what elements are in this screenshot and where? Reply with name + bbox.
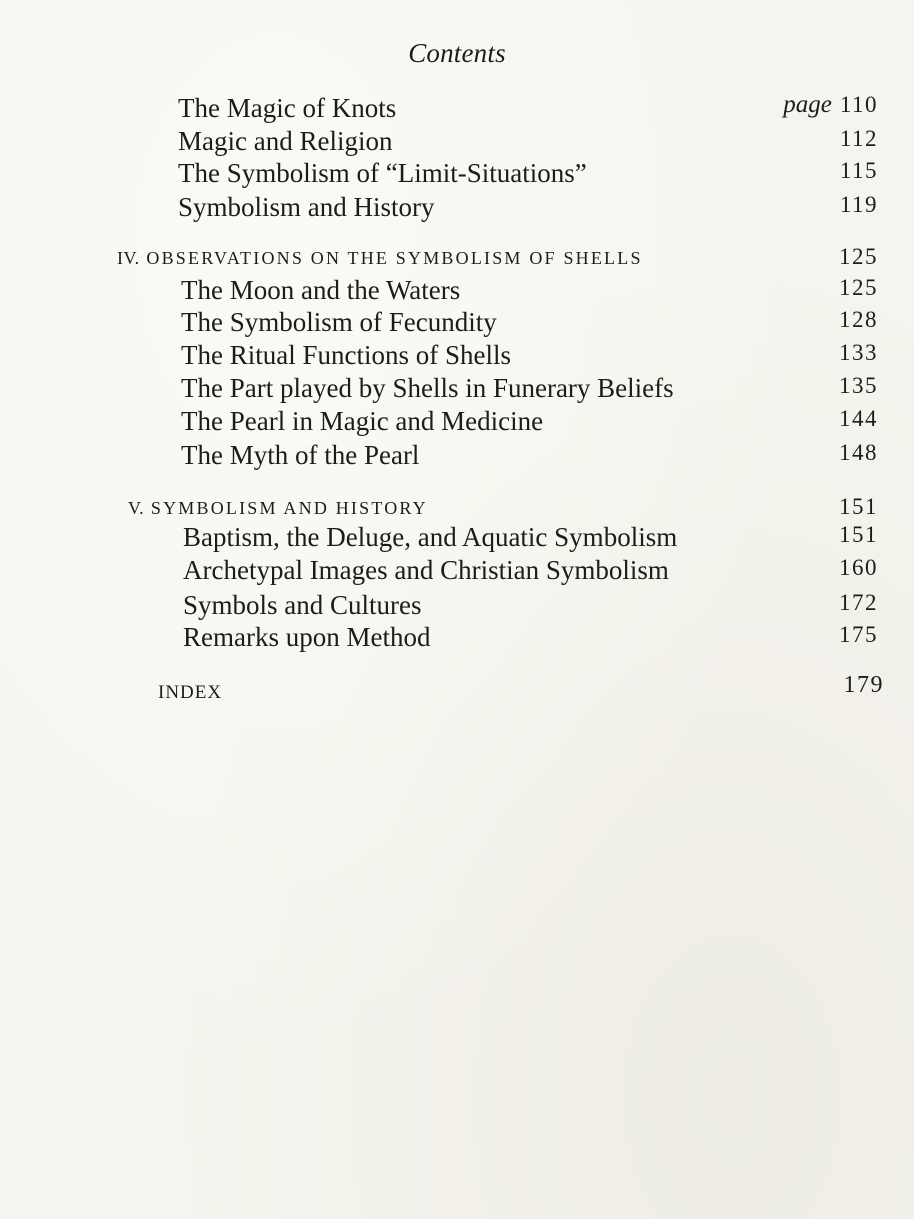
chapter-heading[interactable] (0, 242, 914, 276)
toc-entry-title: The Ritual Functions of Shells (181, 340, 511, 370)
chapter-page: 151 (839, 494, 878, 519)
chapter-title-text: OBSERVATIONS ON THE SYMBOLISM OF SHELLS (146, 248, 643, 268)
toc-entry[interactable] (0, 522, 914, 556)
toc-entry-page: 119 (839, 192, 878, 217)
index-title: INDEX (158, 682, 223, 703)
toc-entry-title: Symbols and Cultures (183, 590, 422, 620)
toc-entry[interactable] (0, 158, 914, 192)
toc-entry-title: The Moon and the Waters (181, 275, 461, 305)
chapter-numeral: V. (128, 498, 145, 518)
toc-entry[interactable] (0, 555, 914, 589)
index-page: 179 (843, 672, 884, 698)
toc-entry[interactable] (0, 340, 914, 374)
chapter-numeral: IV. (117, 248, 140, 268)
toc-entry-page: 160 (839, 555, 878, 580)
toc-entry[interactable] (0, 406, 914, 440)
toc-entry[interactable] (0, 192, 914, 226)
toc-entry-page: 128 (839, 307, 878, 332)
toc-entry-page: 172 (839, 590, 878, 615)
toc-entry-page (783, 91, 878, 119)
toc-entry[interactable] (0, 275, 914, 309)
toc-entry-page: 133 (839, 340, 878, 365)
toc-entry[interactable] (0, 590, 914, 624)
chapter-title (128, 498, 428, 519)
page-number: 110 (839, 92, 878, 117)
toc-entry-page: 115 (839, 158, 878, 183)
toc-entry-title: The Magic of Knots (178, 93, 397, 123)
toc-entry-title: The Symbolism of “Limit-Situations” (178, 158, 587, 188)
toc-entry-title: The Pearl in Magic and Medicine (181, 406, 544, 436)
toc-entry-page: 148 (839, 440, 878, 465)
toc-entry-title: The Myth of the Pearl (181, 440, 420, 470)
toc-entry-title: The Symbolism of Fecundity (181, 307, 497, 337)
index-entry[interactable] (0, 672, 914, 706)
toc-entry[interactable] (0, 622, 914, 656)
chapter-page: 125 (839, 244, 878, 269)
toc-entry-page: 144 (839, 406, 878, 431)
toc-entry-title: The Part played by Shells in Funerary Beliefs (181, 373, 674, 403)
toc-entry-title: Symbolism and History (178, 192, 435, 222)
toc-entry-page: 112 (839, 126, 878, 151)
toc-entry[interactable] (0, 93, 914, 127)
toc-entry-title: Remarks upon Method (183, 622, 431, 652)
toc-entry[interactable] (0, 307, 914, 341)
toc-entry[interactable] (0, 126, 914, 160)
toc-entry-page: 135 (839, 373, 878, 398)
toc-entry-title: Magic and Religion (178, 126, 393, 156)
toc-entry[interactable] (0, 440, 914, 474)
chapter-heading[interactable] (0, 492, 914, 526)
toc-entry-title: Baptism, the Deluge, and Aquatic Symbolism (183, 522, 678, 552)
toc-entry-title: Archetypal Images and Christian Symbolism (183, 555, 669, 585)
chapter-title (117, 248, 643, 269)
toc-entry-page: 151 (839, 522, 878, 547)
toc-entry[interactable] (0, 373, 914, 407)
page-label: page (783, 91, 832, 118)
toc-entry-page: 175 (839, 622, 878, 647)
toc-entry-page: 125 (839, 275, 878, 300)
chapter-title-text: SYMBOLISM AND HISTORY (150, 498, 428, 518)
running-head: Contents (408, 38, 506, 68)
